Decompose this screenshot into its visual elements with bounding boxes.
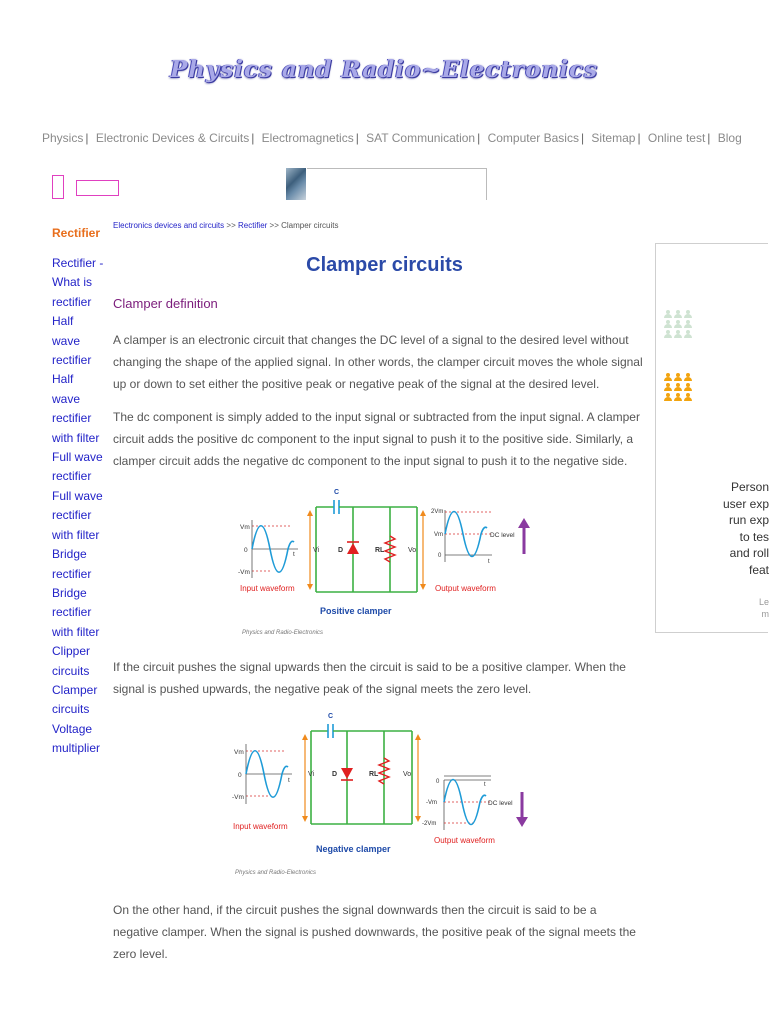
svg-text:Vo: Vo — [403, 771, 412, 778]
person-icon — [674, 330, 682, 338]
sidebar-item-full-wave-filter[interactable]: Full wave rectifier with filter — [52, 488, 103, 542]
input-waveform — [232, 744, 292, 831]
person-icon — [674, 320, 682, 328]
sidebar-item — [52, 254, 104, 312]
breadcrumb-link-devices[interactable]: Electronics devices and circuits — [113, 221, 225, 230]
paragraph-dc-component: The dc component is simply added to the input signal or subtracted from the input signal. A clamper circuit adds the positive dc component to the input signal to push it to the positive side. Similarly, a clamper circuit adds the negative dc component to the input signal to push it to the negative side. — [113, 410, 640, 468]
sidebar-item — [52, 545, 104, 584]
top-navigation: Physics | Electronic Devices & Circuits | Electromagnetics | SAT Communication | Computer Basics | Sitemap | Online test | Blog — [42, 131, 742, 145]
svg-text:D: D — [332, 771, 338, 778]
nav-physics[interactable]: Physics — [42, 131, 84, 145]
person-icon — [684, 393, 692, 401]
figure1-credit: Physics and Radio-Electronics — [242, 630, 324, 636]
svg-text:C: C — [328, 713, 334, 720]
svg-text:Output waveform: Output waveform — [435, 584, 496, 593]
sidebar-item-what-is-rectifier[interactable]: Rectifier - What is rectifier — [52, 256, 104, 309]
person-icon — [674, 310, 682, 318]
section-title: Clamper definition — [113, 296, 218, 311]
users-icon-grid-highlighted — [664, 373, 692, 401]
svg-text:C: C — [334, 489, 340, 496]
svg-text:Vm: Vm — [240, 524, 250, 531]
svg-text:DC level: DC level — [488, 800, 513, 807]
person-icon — [664, 373, 672, 381]
svg-text:Input waveform: Input waveform — [233, 822, 288, 831]
sidebar-item — [52, 642, 104, 681]
svg-text:Vm: Vm — [434, 532, 443, 538]
svg-text:Vm: Vm — [234, 749, 244, 756]
sidebar-item-full-wave[interactable]: Full wave rectifier — [52, 450, 103, 484]
ad-panel-learn-more[interactable]: Le m — [758, 597, 769, 619]
svg-text:0: 0 — [244, 547, 248, 554]
svg-text:t: t — [293, 551, 295, 558]
svg-text:t: t — [484, 782, 486, 788]
sidebar-item-clipper[interactable]: Clipper circuits — [52, 644, 91, 678]
output-waveform — [431, 509, 530, 593]
ad-banner-frame[interactable] — [307, 168, 487, 200]
svg-text:Vi: Vi — [308, 771, 315, 778]
person-icon — [664, 310, 672, 318]
svg-text:DC level: DC level — [490, 532, 515, 539]
sidebar-item-clamper[interactable]: Clamper circuits — [52, 682, 98, 717]
svg-text:Vi: Vi — [313, 547, 320, 554]
sidebar-item — [52, 584, 104, 642]
sidebar-item-bridge[interactable]: Bridge rectifier — [52, 547, 92, 581]
sidebar-item-voltage-multiplier[interactable]: Voltage multiplier — [52, 721, 101, 756]
nav-electronic-devices[interactable]: Electronic Devices & Circuits — [95, 131, 250, 145]
nav-blog[interactable]: Blog — [717, 131, 742, 145]
sidebar-item-bridge-filter[interactable]: Bridge rectifier with filter — [52, 585, 100, 639]
positive-clamper-figure — [230, 480, 550, 640]
svg-text:0: 0 — [438, 553, 442, 559]
right-ad-panel[interactable] — [655, 243, 768, 633]
nav-electromagnetics[interactable]: Electromagnetics — [261, 131, 354, 145]
svg-text:t: t — [488, 559, 490, 565]
ad-panel-text: Person user exp run exp to tes and roll feat — [722, 480, 769, 577]
svg-text:RL: RL — [375, 547, 385, 554]
sidebar-heading[interactable]: Rectifier — [52, 226, 101, 240]
sidebar-item — [52, 312, 104, 370]
nav-sat-communication[interactable]: SAT Communication — [366, 131, 476, 145]
person-icon — [664, 383, 672, 391]
positive-clamper-diagram — [230, 480, 550, 640]
paragraph-negative-clamper: On the other hand, if the circuit pushes the signal downwards then the circuit is said to be a negative clamper. When the signal is pushed downwards, the positive peak of the signal meets the zero level. — [113, 903, 636, 961]
breadcrumb-current: Clamper circuits — [281, 221, 339, 230]
svg-text:t: t — [288, 777, 290, 784]
input-waveform — [238, 520, 298, 593]
svg-text:-Vm: -Vm — [232, 794, 244, 801]
negative-clamper-figure — [226, 706, 546, 878]
person-icon — [684, 383, 692, 391]
sidebar-item-half-wave[interactable]: Half wave rectifier — [52, 314, 92, 368]
sidebar-item-half-wave-filter[interactable]: Half wave rectifier with filter — [52, 372, 100, 445]
negative-clamper-diagram — [226, 706, 546, 878]
users-icon-grid-faded — [664, 310, 692, 338]
breadcrumb-sep: >> — [269, 221, 279, 230]
output-waveform — [422, 776, 528, 845]
figure2-credit: Physics and Radio-Electronics — [235, 870, 317, 876]
svg-text:Negative clamper: Negative clamper — [316, 844, 391, 854]
svg-text:Input waveform: Input waveform — [240, 584, 295, 593]
person-icon — [684, 373, 692, 381]
positive-clamper-circuit — [307, 489, 426, 616]
person-icon — [674, 383, 682, 391]
svg-text:Vo: Vo — [408, 547, 417, 554]
svg-text:RL: RL — [369, 771, 379, 778]
ad-thumbnail-image[interactable] — [286, 168, 306, 200]
svg-text:0: 0 — [436, 779, 440, 785]
ad-placeholder-button[interactable] — [76, 180, 119, 196]
sidebar-item — [52, 448, 104, 487]
svg-text:-2Vm: -2Vm — [422, 821, 437, 827]
breadcrumb-link-rectifier[interactable]: Rectifier — [237, 221, 268, 230]
svg-text:D: D — [338, 547, 344, 554]
sidebar-item — [52, 681, 104, 720]
negative-clamper-circuit — [302, 713, 421, 854]
sidebar-item — [52, 720, 104, 759]
nav-online-test[interactable]: Online test — [647, 131, 706, 145]
person-icon — [674, 373, 682, 381]
svg-text:-Vm: -Vm — [426, 800, 437, 806]
person-icon — [664, 393, 672, 401]
site-title[interactable]: Physics and Radio~Electronics — [169, 56, 599, 83]
nav-computer-basics[interactable]: Computer Basics — [487, 131, 579, 145]
paragraph-definition: A clamper is an electronic circuit that changes the DC level of a signal to the desired level without changing the shape of the applied signal. In other words, the clamper circuit moves the whole signal up or down to set either the positive peak or negative peak of the signal at the desired level. — [113, 333, 643, 391]
person-icon — [684, 330, 692, 338]
svg-text:Positive clamper: Positive clamper — [320, 606, 392, 616]
person-icon — [674, 393, 682, 401]
svg-text:2Vm: 2Vm — [431, 509, 444, 515]
sidebar-list — [52, 254, 104, 759]
breadcrumb — [113, 221, 338, 230]
page-title: Clamper circuits — [306, 254, 463, 276]
person-icon — [664, 320, 672, 328]
sidebar-item — [52, 370, 104, 448]
person-icon — [684, 320, 692, 328]
paragraph-positive-clamper: If the circuit pushes the signal upwards then the circuit is said to be a positive clamper. When the signal is pushed upwards, the negative peak of the signal meets the zero level. — [113, 660, 626, 696]
svg-text:0: 0 — [238, 772, 242, 779]
person-icon — [664, 330, 672, 338]
nav-sitemap[interactable]: Sitemap — [591, 131, 636, 145]
svg-text:Output waveform: Output waveform — [434, 836, 495, 845]
sidebar-item — [52, 487, 104, 545]
person-icon — [684, 310, 692, 318]
breadcrumb-sep: >> — [226, 221, 236, 230]
ad-placeholder-small[interactable] — [52, 175, 64, 199]
svg-text:-Vm: -Vm — [238, 569, 250, 576]
